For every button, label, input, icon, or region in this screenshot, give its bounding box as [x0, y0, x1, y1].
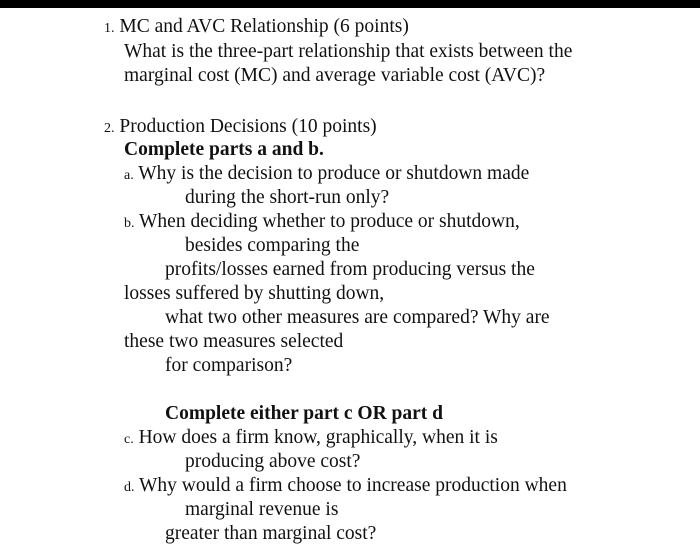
part-d-line-3: greater than marginal cost? — [165, 523, 377, 544]
part-d-line-1 — [124, 474, 567, 500]
q1-heading — [104, 15, 409, 41]
part-d-letter: d. — [124, 480, 135, 495]
part-d-line-2: marginal revenue is — [185, 499, 339, 520]
part-b-line-6: these two measures selected — [124, 331, 344, 352]
q2-number: 2. — [104, 121, 115, 136]
part-a-text: Why is the decision to produce or shutdown made — [138, 163, 530, 184]
part-a-line-2: during the short-run only? — [185, 187, 390, 208]
part-b-text: When deciding whether to produce or shutdown, — [139, 211, 520, 232]
q2-instruction-ab: Complete parts a and b. — [124, 139, 324, 160]
part-c-line-1 — [124, 426, 498, 452]
part-b-line-3: profits/losses earned from producing versus the — [165, 259, 535, 280]
part-b-line-1 — [124, 210, 520, 236]
q1-text-line-2: marginal cost (MC) and average variable cost (AVC)? — [124, 65, 546, 86]
top-border — [0, 0, 700, 8]
part-c-line-2: producing above cost? — [185, 451, 361, 472]
q2-title: Production Decisions (10 points) — [119, 116, 377, 137]
part-a-letter: a. — [124, 168, 134, 183]
part-b-letter: b. — [124, 216, 135, 231]
part-a-line-1 — [124, 162, 529, 188]
part-c-letter: c. — [124, 432, 134, 447]
part-b-line-2: besides comparing the — [185, 235, 360, 256]
q1-text-line-1: What is the three-part relationship that exists between the — [124, 41, 573, 62]
part-b-line-7: for comparison? — [165, 355, 293, 376]
q1-title: MC and AVC Relationship (6 points) — [119, 16, 409, 37]
part-d-text: Why would a firm choose to increase production when — [139, 475, 567, 496]
q2-instruction-cd: Complete either part c OR part d — [165, 403, 443, 424]
q1-number: 1. — [104, 21, 115, 36]
part-b-line-4: losses suffered by shutting down, — [124, 283, 385, 304]
part-b-line-5: what two other measures are compared? Why are — [165, 307, 550, 328]
part-c-text: How does a firm know, graphically, when it is — [138, 427, 498, 448]
